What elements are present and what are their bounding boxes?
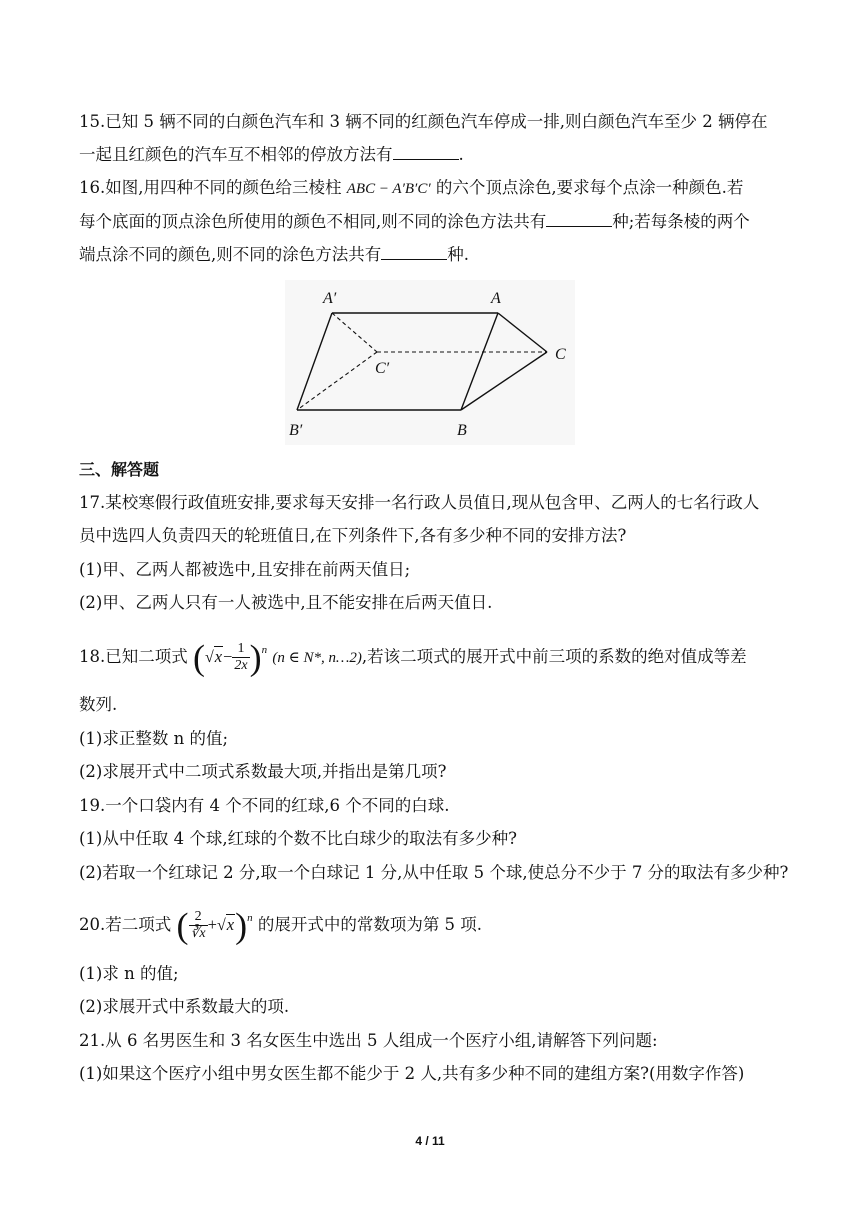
condition: (n ∈ N*, n…2) — [272, 650, 362, 666]
q16-line2 — [79, 210, 750, 234]
fraction-numerator: 2 — [189, 909, 208, 926]
label-a: A — [491, 290, 501, 307]
exponent: n — [261, 644, 268, 656]
q16-line1 — [79, 176, 743, 201]
label-c: C — [555, 346, 566, 363]
q17-part1: (1)甲、乙两人都被选中,且安排在前两天值日; — [79, 560, 411, 579]
q19-line1: 19.一个口袋内有 4 个不同的红球,6 个不同的白球. — [79, 796, 450, 815]
page-number: 4 / 11 — [415, 1134, 445, 1148]
q15-line1: 15.已知 5 辆不同的白颜色汽车和 3 辆不同的红颜色汽车停成一排,则白颜色汽车至少 2 辆停在 — [79, 112, 768, 131]
paren-left: ( — [193, 637, 205, 678]
answer-blank — [393, 143, 459, 160]
q21-line1: 21.从 6 名男医生和 3 名女医生中选出 5 人组成一个医疗小组,请解答下列问题: — [79, 1031, 658, 1050]
label-b: B — [457, 422, 467, 439]
q18-part1: (1)求正整数 n 的值; — [79, 729, 229, 748]
q17-part2: (2)甲、乙两人只有一人被选中,且不能安排在后两天值日. — [79, 593, 493, 612]
q21-part1: (1)如果这个医疗小组中男女医生都不能少于 2 人,共有多少种不同的建组方案?(用数字作答) — [79, 1064, 745, 1083]
sqrt-radicand: x — [214, 647, 223, 666]
plus-sign: + — [207, 915, 217, 934]
q20-line1 — [79, 904, 482, 946]
q16-line3-end: 种. — [447, 245, 469, 264]
prism-name: ABC − A′B′C′ — [346, 181, 431, 197]
q19-part2: (2)若取一个红球记 2 分,取一个白球记 1 分,从中任取 5 个球,使总分不少于 7 分的取法有多少种? — [79, 863, 789, 882]
exponent: n — [247, 912, 253, 924]
q16-line3-text: 端点涂不同的颜色,则不同的涂色方法共有 — [79, 245, 382, 264]
q16-line1-text: 16.如图,用四种不同的颜色给三棱柱 — [79, 178, 342, 197]
sqrt-radicand: x — [226, 915, 235, 934]
minus-sign: − — [223, 647, 233, 666]
q20-part1: (1)求 n 的值; — [79, 964, 179, 983]
q18-part2: (2)求展开式中二项式系数最大项,并指出是第几项? — [79, 762, 447, 781]
label-b1: B′ — [289, 422, 303, 439]
fraction — [232, 641, 249, 674]
q17-line2: 员中选四人负责四天的轮班值日,在下列条件下,各有多少种不同的安排方法? — [79, 526, 627, 545]
q20-prefix: 20.若二项式 — [79, 915, 172, 934]
fraction — [189, 909, 208, 942]
q18-line1 — [79, 636, 747, 678]
q16-line3 — [79, 243, 469, 267]
q19-part1: (1)从中任取 4 个球,红球的个数不比白球少的取法有多少种? — [79, 829, 517, 848]
fraction-numerator: 1 — [232, 641, 249, 658]
q18-suffix: ,若该二项式的展开式中前三项的系数的绝对值成等差 — [361, 647, 747, 666]
q16-line2-end: 种;若每条棱的两个 — [612, 212, 750, 231]
sqrt-symbol: √ — [216, 917, 226, 934]
sqrt-symbol: √ — [205, 649, 214, 666]
answer-blank — [381, 243, 447, 260]
prism-figure — [285, 280, 575, 445]
q20-part2: (2)求展开式中系数最大的项. — [79, 997, 290, 1016]
q18-line2: 数列. — [79, 695, 118, 714]
q18-prefix: 18.已知二项式 — [79, 647, 188, 666]
paren-left: ( — [176, 905, 189, 946]
q15-line2 — [79, 143, 464, 167]
q15-line2-text: 一起且红颜色的汽车互不相邻的停放方法有 — [79, 145, 393, 164]
q16-line1-text-b: 的六个顶点涂色,要求每个点涂一种颜色.若 — [435, 178, 744, 197]
q16-line2-text: 每个底面的顶点涂色所使用的颜色不相同,则不同的涂色方法共有 — [79, 212, 547, 231]
q20-suffix: 的展开式中的常数项为第 5 项. — [257, 915, 483, 934]
label-c1: C′ — [375, 360, 390, 377]
paren-right: ) — [235, 905, 248, 946]
q15-line2-end: . — [458, 145, 464, 164]
fraction-denominator: 2x — [234, 658, 248, 673]
paren-right: ) — [249, 637, 262, 678]
label-a1: A′ — [323, 290, 337, 307]
fraction-denominator: ∛x — [190, 926, 206, 941]
section-heading: 三、解答题 — [79, 460, 160, 479]
q17-line1: 17.某校寒假行政值班安排,要求每天安排一名行政人员值日,现从包含甲、乙两人的七名行政人 — [79, 493, 760, 512]
answer-blank — [546, 210, 612, 227]
